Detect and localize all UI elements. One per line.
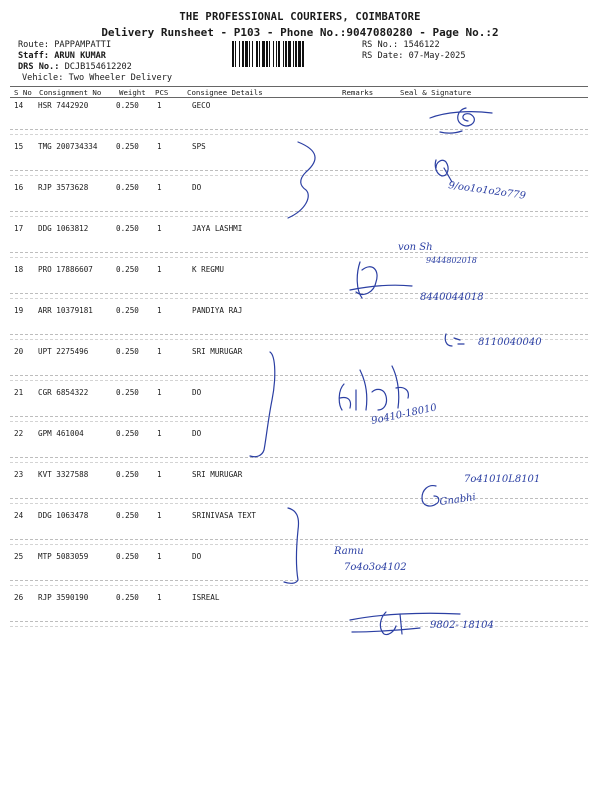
row-weight: 0.250 bbox=[116, 470, 139, 479]
bracket-20-22 bbox=[250, 352, 275, 457]
route-value: PAPPAMPATTI bbox=[54, 40, 112, 50]
signature-25-phone: 7o4o3o4102 bbox=[344, 562, 407, 573]
row-weight: 0.250 bbox=[116, 265, 139, 274]
signature-19-text: 8110040040 bbox=[478, 337, 542, 348]
runsheet-title: Delivery Runsheet - P103 - Phone No.:9047080280 - Page No.:2 bbox=[101, 26, 499, 39]
row-sno: 25 bbox=[14, 552, 24, 561]
row-sno: 24 bbox=[14, 511, 24, 520]
row-pcs: 1 bbox=[157, 470, 162, 479]
col-seal: Seal & Signature bbox=[400, 88, 472, 97]
signature-25 bbox=[333, 546, 407, 573]
row-consignment: HSR 7442920 bbox=[38, 101, 89, 110]
row-consignment: KVT 3327588 bbox=[38, 470, 89, 479]
row-pcs: 1 bbox=[157, 142, 162, 151]
row-consignment: RJP 3590190 bbox=[38, 593, 89, 602]
row-sno: 21 bbox=[14, 388, 24, 397]
row-details: SRI MURUGAR bbox=[192, 347, 243, 356]
rs-date-label: RS Date: bbox=[362, 51, 404, 61]
col-weight: Weight bbox=[119, 88, 146, 97]
signature-23 bbox=[422, 474, 540, 508]
row-consignment: CGR 6854322 bbox=[38, 388, 89, 397]
row-consignment: DDG 1063478 bbox=[38, 511, 89, 520]
row-details: DO bbox=[192, 552, 202, 561]
row-weight: 0.250 bbox=[116, 347, 139, 356]
row-pcs: 1 bbox=[157, 183, 162, 192]
signature-17-phone: 9444802018 bbox=[426, 256, 477, 265]
signature-16 bbox=[435, 160, 527, 202]
vehicle-label: Vehicle: bbox=[22, 73, 64, 83]
bracket-15-16 bbox=[288, 142, 315, 218]
signature-19 bbox=[445, 334, 542, 348]
row-pcs: 1 bbox=[157, 388, 162, 397]
row-consignment: TMG 200734334 bbox=[38, 142, 98, 151]
col-details: Consignee Details bbox=[187, 88, 263, 97]
row-pcs: 1 bbox=[157, 511, 162, 520]
signature-21-text: 9o410-18010 bbox=[370, 402, 438, 427]
row-sno: 14 bbox=[14, 101, 24, 110]
row-weight: 0.250 bbox=[116, 429, 139, 438]
vehicle-value: Two Wheeler Delivery bbox=[68, 73, 173, 83]
signature-18 bbox=[350, 262, 484, 303]
row-pcs: 1 bbox=[157, 552, 162, 561]
company-title: THE PROFESSIONAL COURIERS, COIMBATORE bbox=[179, 11, 421, 23]
signature-21 bbox=[339, 366, 438, 427]
signature-26-text: 9802- 18104 bbox=[430, 620, 494, 631]
row-pcs: 1 bbox=[157, 429, 162, 438]
row-weight: 0.250 bbox=[116, 511, 139, 520]
row-weight: 0.250 bbox=[116, 306, 139, 315]
row-consignment: PRO 17886607 bbox=[38, 265, 93, 274]
row-sno: 17 bbox=[14, 224, 24, 233]
staff-label: Staff: bbox=[18, 51, 50, 61]
bracket-24-25 bbox=[284, 508, 299, 583]
row-weight: 0.250 bbox=[116, 224, 139, 233]
row-sno: 15 bbox=[14, 142, 24, 151]
row-pcs: 1 bbox=[157, 306, 162, 315]
rs-date-value: 07-May-2025 bbox=[408, 51, 466, 61]
row-sno: 26 bbox=[14, 593, 24, 602]
col-pcs: PCS bbox=[155, 88, 169, 97]
signature-25-name: Ramu bbox=[334, 546, 364, 557]
row-pcs: 1 bbox=[157, 224, 162, 233]
row-sno: 22 bbox=[14, 429, 24, 438]
row-consignment: ARR 10379181 bbox=[38, 306, 93, 315]
row-details: DO bbox=[192, 183, 202, 192]
row-weight: 0.250 bbox=[116, 183, 139, 192]
rs-no-value: 1546122 bbox=[403, 40, 440, 50]
row-pcs: 1 bbox=[157, 101, 162, 110]
row-details: SRINIVASA TEXT bbox=[192, 511, 257, 520]
row-consignment: DDG 1063812 bbox=[38, 224, 89, 233]
row-weight: 0.250 bbox=[116, 388, 139, 397]
row-sno: 18 bbox=[14, 265, 24, 274]
row-weight: 0.250 bbox=[116, 101, 139, 110]
row-sno: 23 bbox=[14, 470, 24, 479]
signature-16-text: 9/oo1o1o2o779 bbox=[447, 180, 527, 202]
row-sno: 20 bbox=[14, 347, 24, 356]
col-sno: S No bbox=[14, 88, 32, 97]
drs-label: DRS No.: bbox=[18, 62, 60, 72]
row-sno: 19 bbox=[14, 306, 24, 315]
row-pcs: 1 bbox=[157, 593, 162, 602]
signature-18-text: 8440044018 bbox=[420, 292, 484, 303]
row-details: ISREAL bbox=[192, 593, 220, 602]
row-consignment: UPT 2275496 bbox=[38, 347, 89, 356]
signature-23-phone: 7o41010L8101 bbox=[464, 474, 541, 485]
row-sno: 16 bbox=[14, 183, 24, 192]
row-details: JAYA LASHMI bbox=[192, 224, 243, 233]
row-details: SRI MURUGAR bbox=[192, 470, 243, 479]
row-details: GECO bbox=[192, 101, 211, 110]
staff-value: ARUN KUMAR bbox=[54, 51, 106, 61]
row-weight: 0.250 bbox=[116, 552, 139, 561]
row-details: DO bbox=[192, 388, 202, 397]
signature-17-name: von Sh bbox=[398, 242, 433, 253]
row-weight: 0.250 bbox=[116, 593, 139, 602]
signature-23-name: Gnabhi bbox=[438, 492, 477, 508]
row-details: PANDIYA RAJ bbox=[192, 306, 243, 315]
row-weight: 0.250 bbox=[116, 142, 139, 151]
drs-value: DCJB154612202 bbox=[64, 62, 132, 72]
row-details: DO bbox=[192, 429, 202, 438]
col-consignment: Consignment No bbox=[39, 88, 102, 97]
signature-14 bbox=[430, 108, 492, 133]
rs-no-label: RS No.: bbox=[362, 40, 399, 50]
signature-26 bbox=[350, 612, 494, 635]
row-consignment: RJP 3573628 bbox=[38, 183, 89, 192]
row-details: SPS bbox=[192, 142, 206, 151]
row-pcs: 1 bbox=[157, 265, 162, 274]
col-remarks: Remarks bbox=[342, 88, 374, 97]
row-consignment: MTP 5083059 bbox=[38, 552, 89, 561]
row-consignment: GPM 461004 bbox=[38, 429, 84, 438]
route-label: Route: bbox=[18, 40, 50, 50]
row-pcs: 1 bbox=[157, 347, 162, 356]
signature-17 bbox=[398, 242, 477, 265]
row-details: K REGMU bbox=[192, 265, 225, 274]
